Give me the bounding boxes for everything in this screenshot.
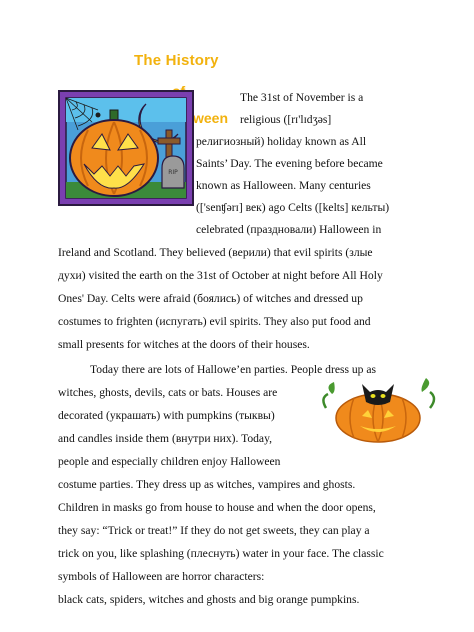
text-line: духи) visited the earth on the 31st of October at night before All Holy xyxy=(58,269,383,282)
text-line: Ones' Day. Celts were afraid (боялись) of witches and dressed up xyxy=(58,292,363,305)
text-line: celebrated (праздновали) Halloween in xyxy=(196,223,382,236)
text-line: Children in masks go from house to house and when the door opens, xyxy=(58,501,376,514)
text-line: they say: “Trick or treat!” If they do not get sweets, they can play a xyxy=(58,524,370,537)
text-line: decorated (украшать) with pumpkins (тыквы) xyxy=(58,409,275,422)
tombstone-text: RIP xyxy=(168,169,178,176)
text-line: The 31st of November is a xyxy=(240,91,364,104)
title-line-1: The History xyxy=(134,52,219,69)
text-line: small presents for witches at the doors of their houses. xyxy=(58,338,310,351)
text-line: known as Halloween. Many centuries xyxy=(196,179,371,192)
text-line: witches, ghosts, devils, cats or bats. Houses are xyxy=(58,386,278,399)
text-line: black cats, spiders, witches and ghosts and big orange pumpkins. xyxy=(58,593,360,606)
text-line: and candles inside them (внутри них). Today, xyxy=(58,432,273,445)
text-line: trick on you, like splashing (плеснуть) water in your face. The classic xyxy=(58,547,384,560)
text-line: религиозный) holiday known as All xyxy=(196,135,367,148)
text-line: religious ([rɪ'lɪdʒəs] xyxy=(240,113,332,126)
text-line: Ireland and Scotland. They believed (верили) that evil spirits (злые xyxy=(58,246,373,259)
title-line-3: ween xyxy=(193,110,229,126)
text-line: Saints’ Day. The evening before became xyxy=(196,157,383,170)
cat-pumpkin-icon xyxy=(318,368,438,444)
text-line: Today there are lots of Hallowe’en parties. People dress up as xyxy=(90,363,377,376)
halloween-pumpkin-icon xyxy=(58,90,194,206)
text-line: costume parties. They dress up as witches, vampires and ghosts. xyxy=(58,478,356,491)
text-line: people and especially children enjoy Halloween xyxy=(58,455,281,468)
text-line: symbols of Halloween are horror characters: xyxy=(58,570,265,583)
text-line: costumes to frighten (испугать) evil spirits. They also put food and xyxy=(58,315,371,328)
text-line: (['senʧərɪ] век) ago Celts ([kelts] кельты) xyxy=(196,201,390,214)
